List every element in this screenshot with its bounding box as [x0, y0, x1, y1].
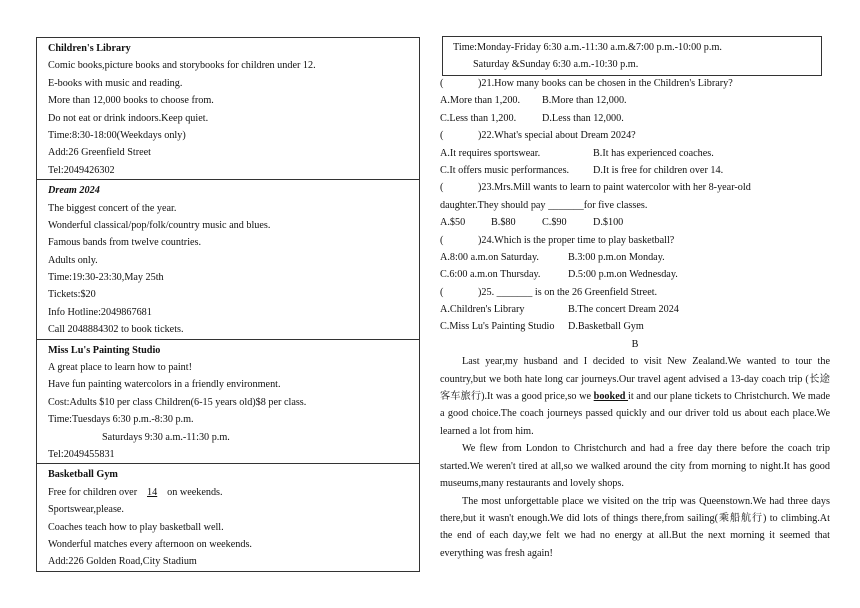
question-stem: )23.Mrs.Mill wants to learn to paint watercolor with her 8-year-old [478, 182, 751, 194]
dream-2024-ad [37, 180, 419, 340]
option: B.More than 12,000. [542, 95, 627, 107]
question-stem-cont: daughter.They should pay _______for five classes. [440, 199, 648, 211]
ad-line: Call 2048884302 to book tickets. [48, 324, 184, 336]
option: C.$90 [542, 217, 567, 229]
option: B.$80 [491, 217, 516, 229]
ad-line: Tickets:$20 [48, 289, 96, 301]
passage-paragraph-2: We flew from London to Christchurch and had a free day there before the coach trip started.We weren't tired at all,so we walked around the city from morning to night.It has good museums,many restaurants and lovely shops. [440, 443, 830, 490]
basketball-gym-title: Basketball Gym [48, 469, 118, 481]
ad-line [48, 484, 419, 501]
painting-studio-title: Miss Lu's Painting Studio [48, 344, 161, 356]
ad-line: Wonderful matches every afternoon on weekends. [48, 538, 252, 550]
option: D.5:00 p.m.on Wednesday. [568, 269, 678, 281]
answer-blank: ( [440, 234, 444, 246]
option: A.It requires sportswear. [440, 147, 541, 159]
option: B.It has experienced coaches. [593, 147, 714, 159]
ad-line: Have fun painting watercolors in a friendly environment. [48, 379, 281, 391]
option: B.The concert Dream 2024 [568, 304, 679, 316]
ad-line: Time:Tuesdays 6:30 p.m.-8:30 p.m. [48, 414, 194, 426]
basketball-gym-ad [37, 464, 419, 570]
option: B.3:00 p.m.on Monday. [568, 251, 665, 263]
option: D.It is free for children over 14. [593, 164, 724, 176]
free-age: 14 [147, 486, 158, 498]
option: C.Miss Lu's Painting Studio [440, 321, 555, 333]
ad-line: Time:8:30-18:00(Weekdays only) [48, 129, 186, 141]
question-stem: )25. _______ is on the 26 Greenfield Street. [478, 286, 658, 298]
question-23 [440, 179, 830, 231]
ad-line: Adults only. [48, 254, 98, 266]
option: A.8:00 a.m.on Saturday. [440, 251, 539, 263]
option: C.It offers music performances. [440, 164, 570, 176]
passage-paragraph-3: The most unforgettable place we visited on the trip was Queenstown.We had three days there,but it wasn't enough.We did lots of things there,from sailing(乘船航行) to climbing.At the end of each day,we felt we had no energy at all.But the next morning it seemed that everything was fresh again! [440, 495, 830, 559]
answer-blank: ( [440, 78, 444, 89]
question-24 [440, 232, 830, 284]
question-stem: )22.What's special about Dream 2024? [478, 130, 636, 142]
question-stem: )21.How many books can be chosen in the Children's Library? [478, 78, 733, 89]
ad-line: A great place to learn how to paint! [48, 362, 192, 374]
answer-blank: ( [440, 286, 444, 298]
ad-line: Famous bands from twelve countries. [48, 237, 202, 249]
option: C.6:00 a.m.on Thursday. [440, 269, 541, 281]
ad-line: Add:26 Greenfield Street [48, 147, 151, 159]
ad-line: E-books with music and reading. [48, 77, 183, 89]
ad-line: Time:19:30-23:30,May 25th [48, 272, 164, 284]
ad-line: Do not eat or drink indoors.Keep quiet. [48, 112, 209, 124]
ad-line: Info Hotline:2049867681 [48, 306, 152, 318]
option: A.Children's Library [440, 304, 525, 316]
option: A.$50 [440, 217, 466, 229]
question-stem: )24.Which is the proper time to play basketball? [478, 234, 675, 246]
option: A.More than 1,200. [440, 95, 521, 107]
question-25 [440, 284, 830, 336]
gym-time-line: Time:Monday-Friday 6:30 a.m.-11:30 a.m.&7:00 p.m.-10:00 p.m. [453, 42, 722, 53]
booked-word: booked [593, 391, 629, 403]
free-prefix: Free for children over [48, 486, 138, 498]
free-suffix: on weekends. [167, 486, 223, 498]
passage-paragraph-1: Last year,my husband and I decided to visit New Zealand.We wanted to tour the country,but we both hate long car journeys.Our travel agent advised a 13-day coach trip (长途客车旅行).It was a good price,so we booked it and our plane tickets to Christchurch. We made a good choice.The coach journeys passed quickly and our driver told us about each place.We learned a lot from him. [440, 356, 830, 437]
section-heading-b: B [631, 338, 639, 350]
ad-line: More than 12,000 books to choose from. [48, 95, 214, 107]
option: D.$100 [593, 217, 624, 229]
ad-line: Coaches teach how to play basketball well. [48, 521, 224, 533]
ad-line: Cost:Adults $10 per class Children(6-15 years old)$8 per class. [48, 396, 307, 408]
ads-box [36, 37, 420, 572]
painting-studio-ad [37, 340, 419, 465]
question-21 [440, 75, 830, 127]
ad-line: Sportswear,please. [48, 504, 124, 516]
ad-line: Tel:2049426302 [48, 164, 115, 176]
ad-line: The biggest concert of the year. [48, 202, 177, 214]
dream-2024-title: Dream 2024 [48, 185, 100, 197]
option: C.Less than 1,200. [440, 112, 517, 124]
ad-line: Wonderful classical/pop/folk/country music and blues. [48, 219, 271, 231]
ad-line: Saturdays 9:30 a.m.-11:30 p.m. [102, 431, 230, 443]
ad-line: Comic books,picture books and storybooks for children under 12. [48, 60, 316, 72]
option: D.Basketball Gym [568, 321, 644, 333]
gym-time-line: Saturday &Sunday 6:30 a.m.-10:30 p.m. [473, 59, 639, 70]
option: D.Less than 12,000. [542, 112, 624, 124]
question-22 [440, 127, 830, 179]
gym-time-box [442, 36, 822, 76]
childrens-library-title: Children's Library [48, 43, 131, 54]
childrens-library-ad [37, 38, 419, 180]
answer-blank: ( [440, 130, 444, 142]
ad-line: Add:226 Golden Road,City Stadium [48, 556, 197, 568]
ad-line: Tel:2049455831 [48, 448, 115, 460]
answer-blank: ( [440, 182, 444, 194]
questions-column [440, 75, 830, 562]
